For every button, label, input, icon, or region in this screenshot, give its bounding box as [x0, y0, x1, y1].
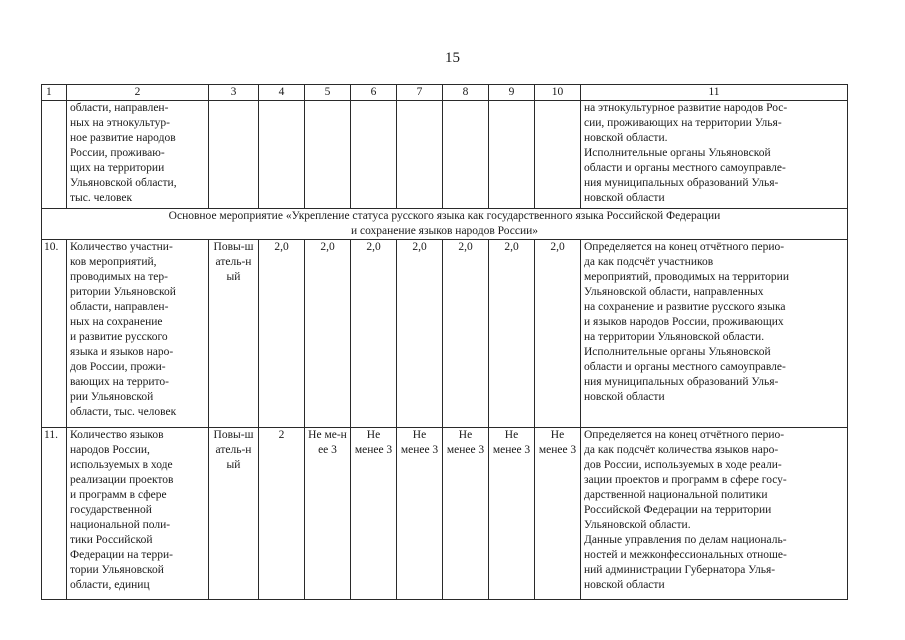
method-line: ния муниципальных образований Улья- [584, 376, 779, 388]
indicator-line: тыс. человек [70, 192, 133, 204]
indicator-type: Повы-шатель-ный [209, 428, 259, 600]
value-cell: 2 [259, 428, 305, 600]
table-row [42, 240, 848, 428]
method-line: ний администрации Губернатора Улья- [584, 564, 776, 576]
indicator-line: Федерации на терри- [70, 549, 173, 561]
method-line: на территории Ульяновской области. [584, 331, 765, 343]
indicator-line: Количество языков [70, 429, 164, 441]
indicator-line: и программ в сфере [70, 489, 167, 501]
indicator-line: ритории Ульяновской [70, 286, 176, 298]
value-cell: Не менее 3 [535, 428, 581, 600]
indicators-table [41, 84, 848, 600]
value-cell: 2,0 [535, 240, 581, 428]
empty-cell [209, 101, 259, 209]
value-cell: 2,0 [259, 240, 305, 428]
method-line: Исполнительные органы Ульяновской [584, 147, 771, 159]
section-row [42, 209, 848, 240]
header-cell: 9 [489, 85, 535, 101]
indicator-line: ное развитие народов [70, 132, 176, 144]
method-line: сии, проживающих на территории Улья- [584, 117, 782, 129]
indicator-line: области, единиц [70, 579, 150, 591]
value-cell: 2,0 [397, 240, 443, 428]
header-cell: 3 [209, 85, 259, 101]
empty-cell [443, 101, 489, 209]
indicator-line: ных на сохранение [70, 316, 163, 328]
indicator-line: и развитие русского [70, 331, 168, 343]
method-line: новской области [584, 579, 665, 591]
method-line: области и органы местного самоуправле- [584, 361, 786, 373]
row-number: 11. [42, 428, 67, 600]
method-line: зации проектов и программ в сфере госу- [584, 474, 787, 486]
method-line: дов России, используемых в ходе реали- [584, 459, 782, 471]
method-line: ния муниципальных образований Улья- [584, 177, 779, 189]
table-row [42, 428, 848, 600]
value-cell: Не менее 3 [489, 428, 535, 600]
empty-cell [305, 101, 351, 209]
indicator-line: реализации проектов [70, 474, 174, 486]
empty-cell [535, 101, 581, 209]
method-cell [581, 428, 848, 600]
indicator-type: Повы-шатель-ный [209, 240, 259, 428]
section-line: Основное мероприятие «Укрепление статуса русского языка как государственного языка Российской Федерации [168, 210, 721, 222]
method-line: Ульяновской области, направленных [584, 286, 764, 298]
section-line: и сохранение языков народов России» [350, 225, 539, 237]
row-number [42, 101, 67, 209]
indicator-line: области, направлен- [70, 301, 169, 313]
method-line: дарственной национальной политики [584, 489, 768, 501]
value-cell: 2,0 [351, 240, 397, 428]
indicator-line: ных на этнокультур- [70, 117, 170, 129]
empty-cell [351, 101, 397, 209]
method-line: и языков народов России, проживающих [584, 316, 784, 328]
indicator-line: Количество участни- [70, 241, 173, 253]
empty-cell [259, 101, 305, 209]
header-row [42, 85, 848, 101]
indicator-cell [67, 101, 209, 209]
value-cell: Не менее 3 [351, 428, 397, 600]
value-cell: Не менее 3 [397, 428, 443, 600]
indicator-line: используемых в ходе [70, 459, 173, 471]
indicator-line: народов России, [70, 444, 150, 456]
header-cell: 10 [535, 85, 581, 101]
method-line: области и органы местного самоуправле- [584, 162, 786, 174]
method-cell [581, 101, 848, 209]
header-cell: 5 [305, 85, 351, 101]
method-line: новской области [584, 391, 665, 403]
method-line: Российской Федерации на территории [584, 504, 772, 516]
indicator-line: области, направлен- [70, 102, 169, 114]
indicator-line: проводимых на тер- [70, 271, 168, 283]
indicator-line: дов России, прожи- [70, 361, 166, 373]
indicator-line: ков мероприятий, [70, 256, 157, 268]
indicator-cell [67, 240, 209, 428]
header-cell: 1 [42, 85, 67, 101]
value-cell: 2,0 [443, 240, 489, 428]
method-line: мероприятий, проводимых на территории [584, 271, 789, 283]
indicator-line: тики Российской [70, 534, 153, 546]
row-number: 10. [42, 240, 67, 428]
indicator-line: тории Ульяновской [70, 564, 164, 576]
header-cell: 8 [443, 85, 489, 101]
method-line: новской области. [584, 132, 668, 144]
header-cell: 11 [581, 85, 848, 101]
method-line: ностей и межконфессиональных отноше- [584, 549, 787, 561]
method-line: Ульяновской области. [584, 519, 691, 531]
method-line: да как подсчёт количества языков наро- [584, 444, 779, 456]
method-line: на сохранение и развитие русского языка [584, 301, 786, 313]
table-row [42, 101, 848, 209]
header-cell: 4 [259, 85, 305, 101]
empty-cell [397, 101, 443, 209]
indicator-line: Ульяновской области, [70, 177, 177, 189]
header-cell: 7 [397, 85, 443, 101]
value-cell: 2,0 [489, 240, 535, 428]
indicator-line: вающих на террито- [70, 376, 169, 388]
page-number: 15 [445, 50, 460, 66]
indicator-line: рии Ульяновской [70, 391, 154, 403]
indicator-line: государственной [70, 504, 152, 516]
value-cell: Не менее 3 [443, 428, 489, 600]
section-heading [42, 209, 848, 240]
method-line: да как подсчёт участников [584, 256, 714, 268]
indicator-line: России, проживаю- [70, 147, 165, 159]
method-line: Данные управления по делам националь- [584, 534, 787, 546]
method-line: на этнокультурное развитие народов Рос- [584, 102, 788, 114]
method-line: Определяется на конец отчётного перио- [584, 429, 785, 441]
method-cell [581, 240, 848, 428]
header-cell: 6 [351, 85, 397, 101]
header-cell: 2 [67, 85, 209, 101]
method-line: Исполнительные органы Ульяновской [584, 346, 771, 358]
indicator-cell [67, 428, 209, 600]
indicator-line: национальной поли- [70, 519, 171, 531]
empty-cell [489, 101, 535, 209]
indicator-line: области, тыс. человек [70, 406, 177, 418]
indicator-line: языка и языков наро- [70, 346, 174, 358]
value-cell: Не ме-нее 3 [305, 428, 351, 600]
method-line: Определяется на конец отчётного перио- [584, 241, 785, 253]
value-cell: 2,0 [305, 240, 351, 428]
indicator-line: щих на территории [70, 162, 165, 174]
method-line: новской области [584, 192, 665, 204]
